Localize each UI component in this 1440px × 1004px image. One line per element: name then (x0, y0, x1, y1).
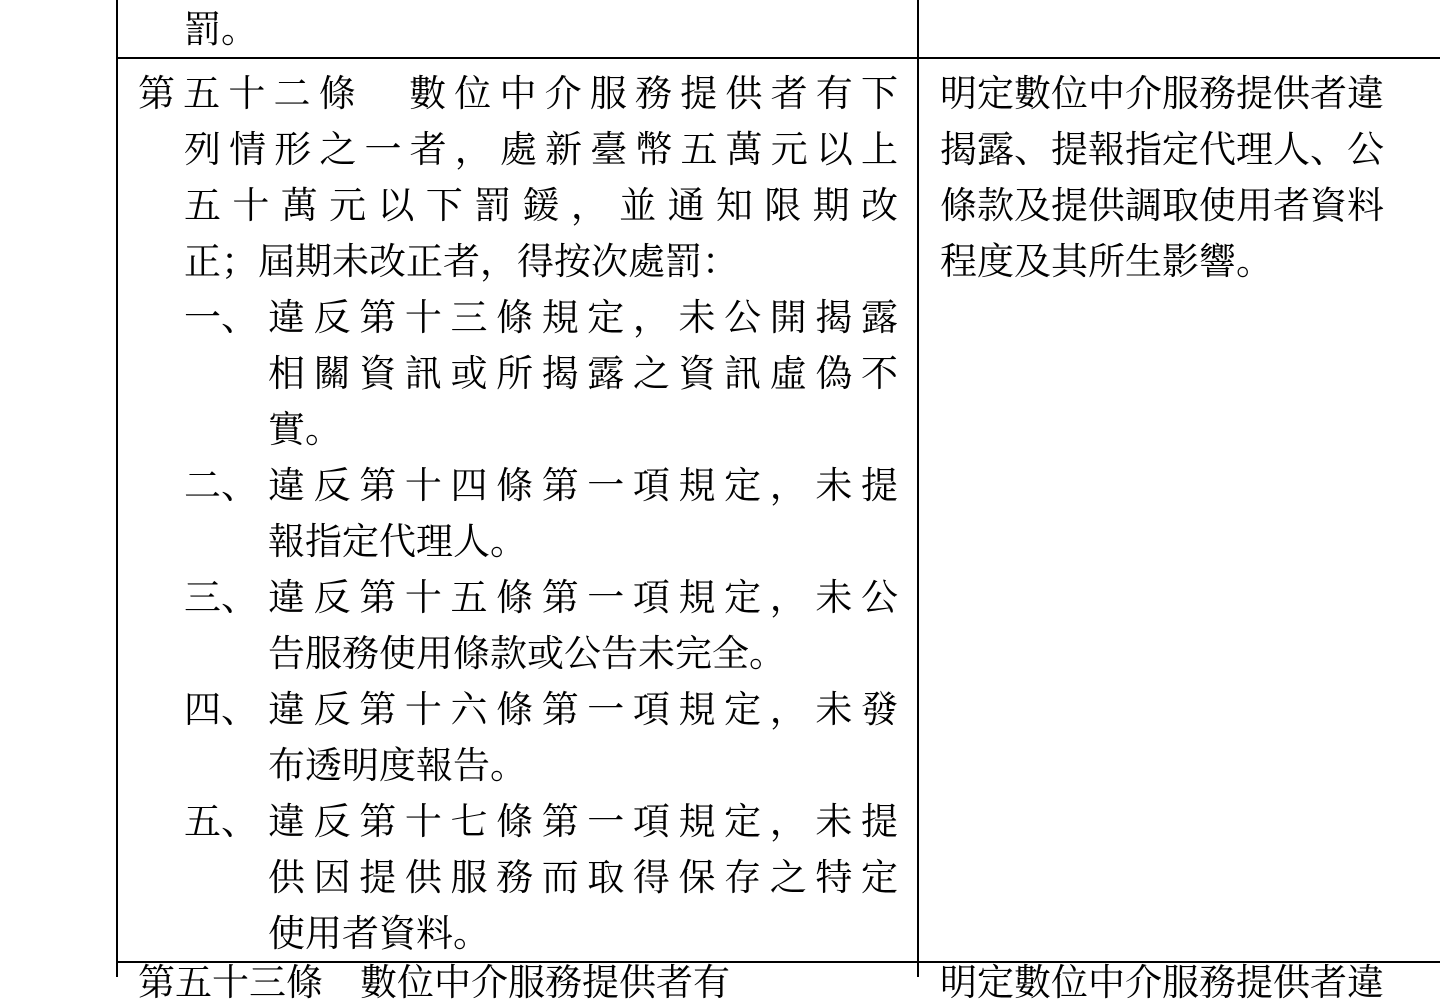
item-label: 二、 (184, 464, 258, 507)
item-line: 使用者資料。 (268, 912, 490, 955)
item-line: 布透明度報告。 (268, 744, 527, 787)
item-line: 違反第十四條第一項規定，未提 (268, 464, 898, 507)
explanation-line: 程度及其所生影響。 (940, 240, 1273, 283)
item-label: 三、 (184, 576, 258, 619)
item-line: 報指定代理人。 (268, 520, 527, 563)
previous-row-text: 罰。 (184, 8, 258, 51)
item-label: 五、 (184, 800, 258, 843)
article-line: 第五十二條 數位中介服務提供者有下 (138, 72, 898, 115)
explanation-line: 揭露、提報指定代理人、公 (940, 128, 1384, 171)
explanation-line: 條款及提供調取使用者資料 (940, 184, 1384, 227)
item-line: 供因提供服務而取得保存之特定 (268, 856, 898, 899)
next-row-left-text: 第五十三條 數位中介服務提供者有 (138, 961, 730, 1004)
next-row-right-text: 明定數位中介服務提供者違 (940, 961, 1384, 1004)
item-line: 告服務使用條款或公告未完全。 (268, 632, 786, 675)
explanation-line: 明定數位中介服務提供者違 (940, 72, 1384, 115)
table-left-border (116, 0, 118, 977)
article-line: 正；屆期未改正者，得按次處罰： (184, 240, 739, 283)
item-label: 一、 (184, 296, 258, 339)
item-line: 實。 (268, 408, 342, 451)
item-line: 違反第十七條第一項規定，未提 (268, 800, 898, 843)
article-line: 五十萬元以下罰鍰，並通知限期改 (184, 184, 898, 227)
item-line: 違反第十三條規定，未公開揭露 (268, 296, 898, 339)
item-line: 違反第十五條第一項規定，未公 (268, 576, 898, 619)
explanation-cell (919, 59, 1440, 959)
item-line: 相關資訊或所揭露之資訊虛偽不 (268, 352, 898, 395)
item-line: 違反第十六條第一項規定，未發 (268, 688, 898, 731)
item-label: 四、 (184, 688, 258, 731)
next-row-right-cell (919, 961, 1440, 1004)
article-line: 列情形之一者，處新臺幣五萬元以上 (184, 128, 898, 171)
